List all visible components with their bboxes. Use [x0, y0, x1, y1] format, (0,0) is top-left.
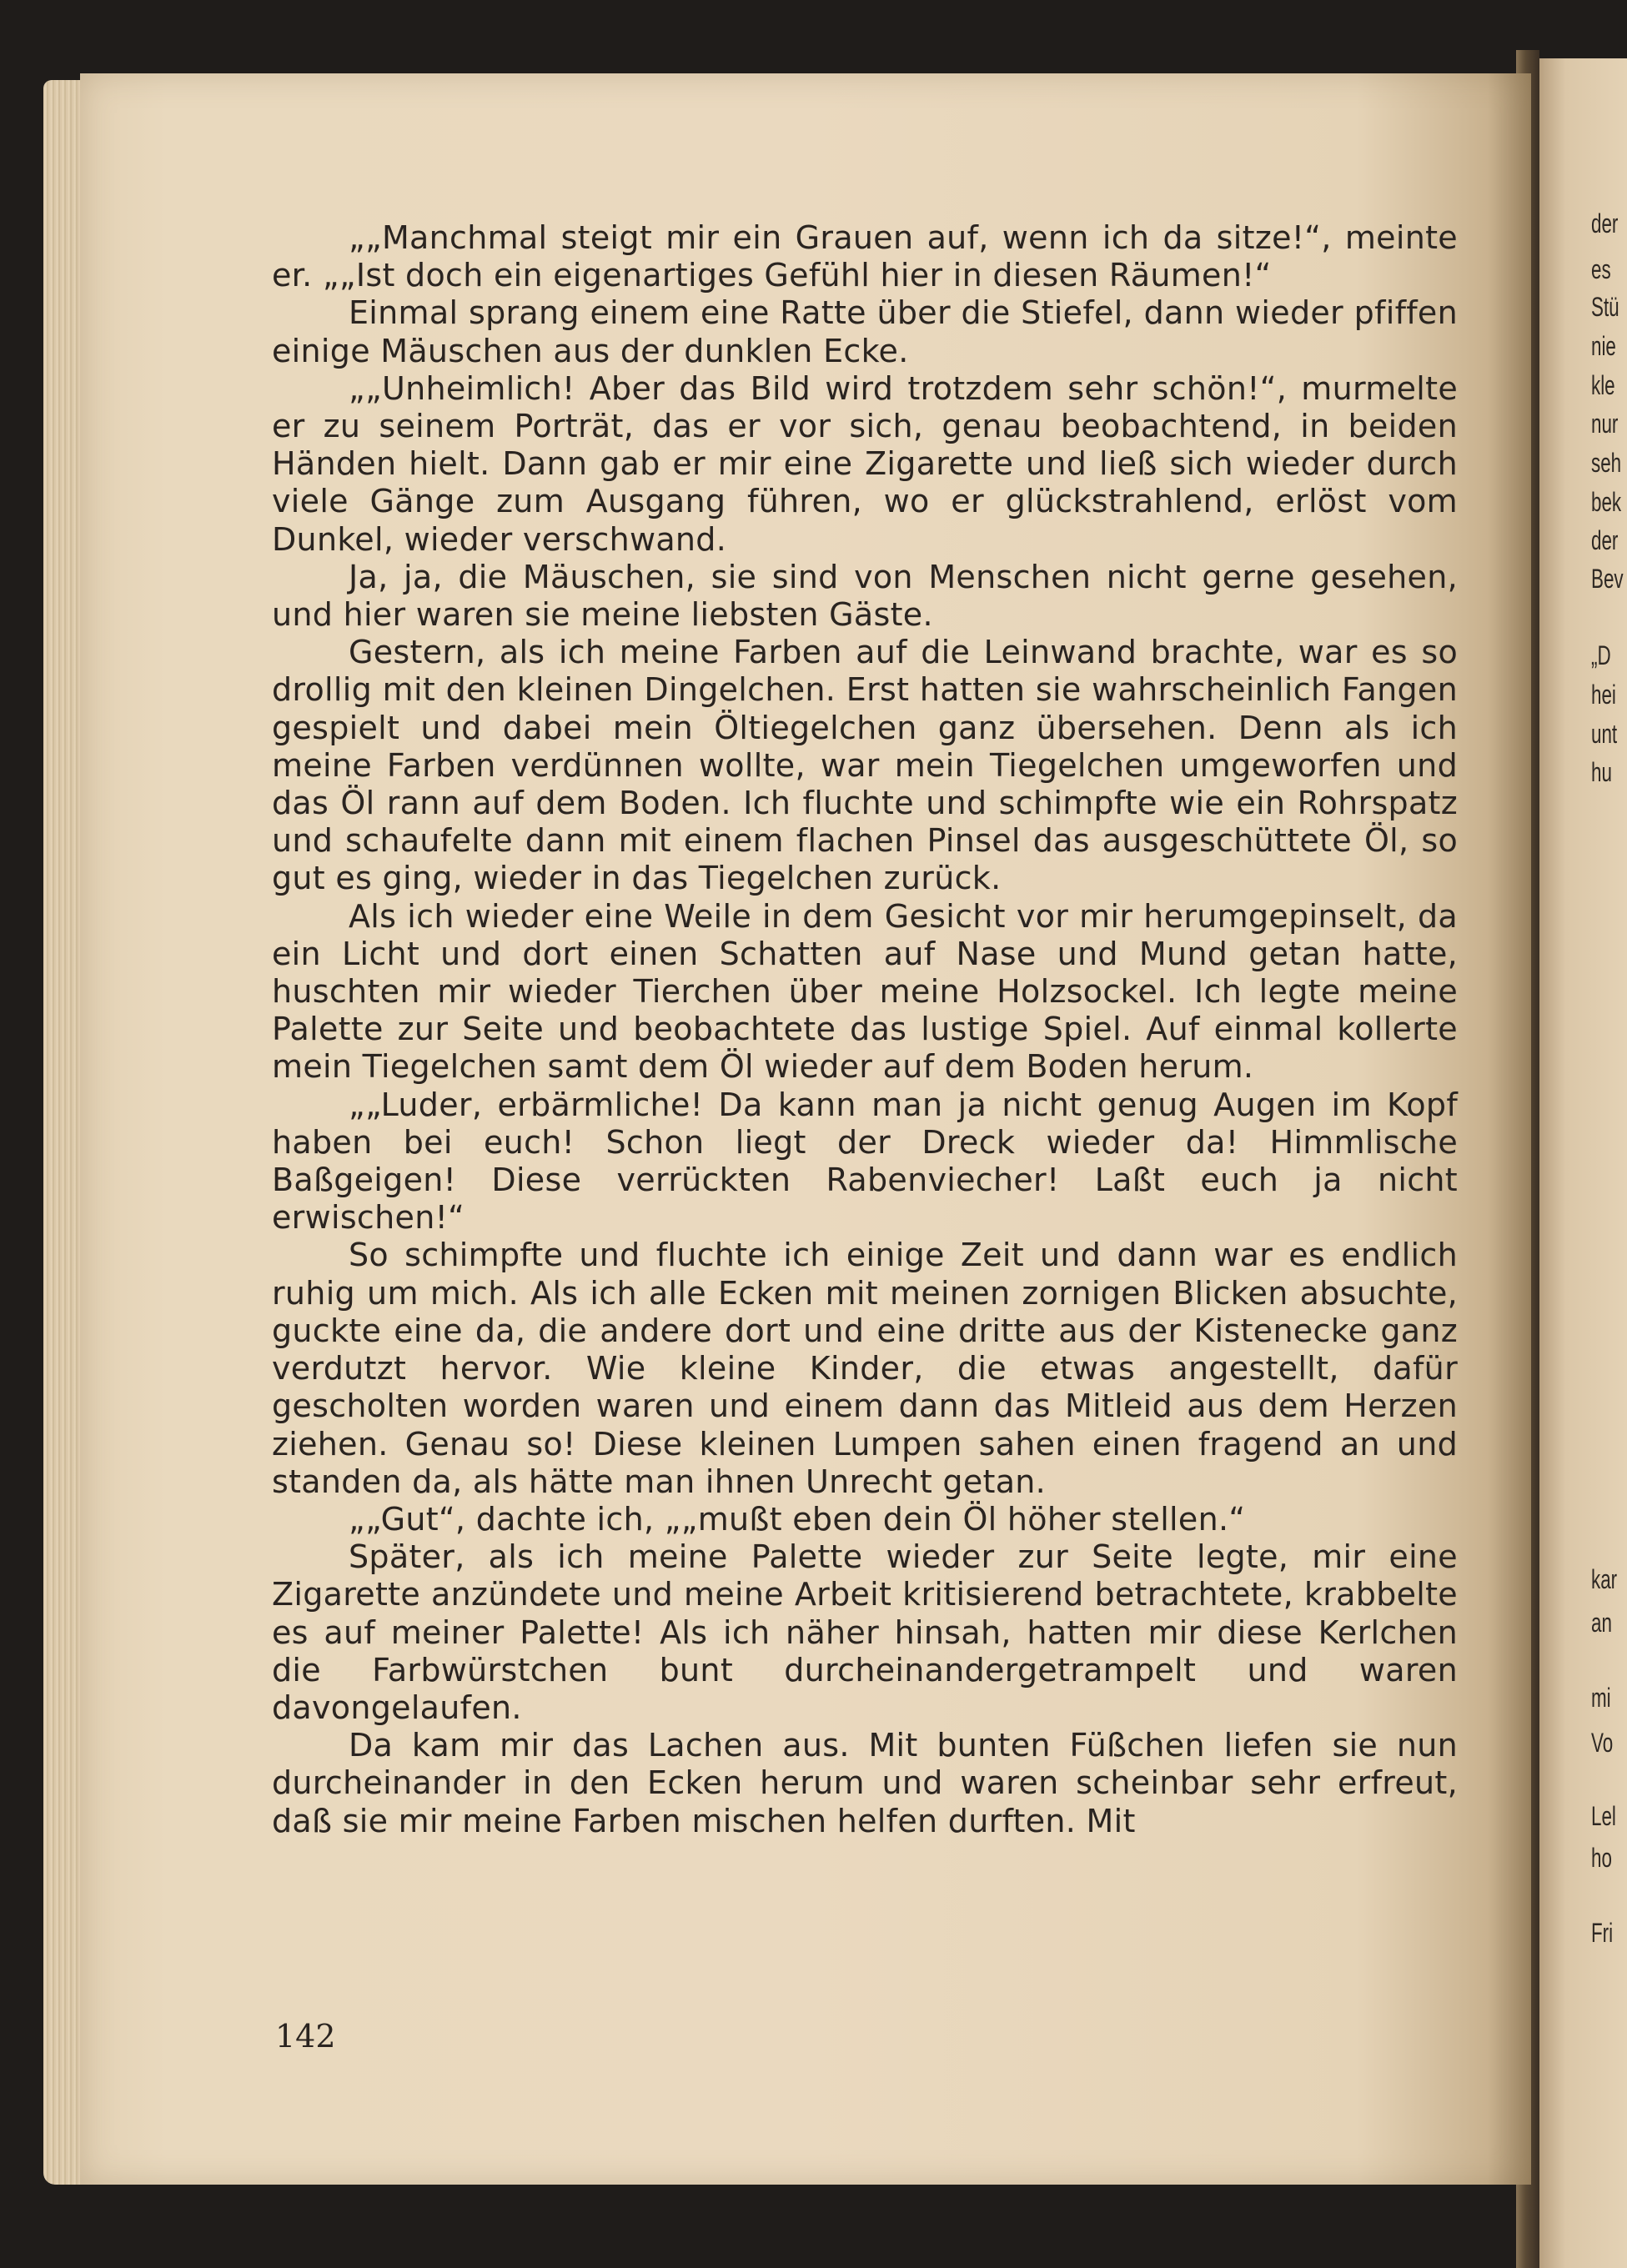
paragraph: Da kam mir das Lachen aus. Mit bunten Füßchen liefen sie nun durcheinander in den Ecken herum und waren scheinbar sehr erfreut, daß sie mir meine Farben mischen helfen durften. Mit: [272, 1727, 1458, 1839]
paragraph: Einmal sprang einem eine Ratte über die Stiefel, dann wieder pfiffen einige Mäuschen aus der dunklen Ecke.: [272, 294, 1458, 369]
page-body-text: [272, 219, 1458, 1840]
paragraph: „„Gut“, dachte ich, „„mußt eben dein Öl höher stellen.“: [349, 1500, 1246, 1538]
facing-page-fragment: es: [1591, 254, 1611, 284]
paragraph: Ja, ja, die Mäuschen, sie sind von Menschen nicht gerne gesehen, und hier waren sie meine liebsten Gäste.: [272, 558, 1458, 634]
facing-page-fragment: hu: [1591, 757, 1612, 787]
facing-page-fragment: Vo: [1591, 1728, 1614, 1758]
paragraph: Später, als ich meine Palette wieder zur Seite legte, mir eine Zigarette anzündete und meine Arbeit kritisierend betrachtete, krabbelte es auf meiner Palette! Als ich näher hinsah, hatten mir diese Kerlchen die Farbwürstchen bunt durcheinandergetrampelt und waren davongelaufen.: [272, 1538, 1458, 1726]
facing-page-fragment: „D: [1591, 640, 1611, 670]
facing-page-fragment: bek: [1591, 487, 1622, 517]
paragraph: „„Luder, erbärmliche! Da kann man ja nicht genug Augen im Kopf haben bei euch! Schon liegt der Dreck wieder da! Himmlische Baßgeigen! Diese verrückten Rabenviecher! Laßt euch ja nicht erwischen!“: [272, 1086, 1458, 1237]
facing-page-fragment: der: [1591, 525, 1619, 555]
page-number: 142: [275, 2018, 336, 2055]
paragraph: „„Unheimlich! Aber das Bild wird trotzdem sehr schön!“, murmelte er zu seinem Porträt, das er vor sich, genau beobachtend, in beiden Händen hielt. Dann gab er mir eine Zigarette und ließ sich wieder durch viele Gänge zum Ausgang führen, wo er glückstrahlend, erlöst vom Dunkel, wieder verschwand.: [272, 369, 1458, 558]
facing-page-fragment: Stü: [1591, 292, 1619, 322]
paragraph: So schimpfte und fluchte ich einige Zeit und dann war es endlich ruhig um mich. Als ich alle Ecken mit meinen zornigen Blicken absuchte, guckte eine da, die andere dort und eine dritte aus der Kistenecke ganz verdutzt hervor. Wie kleine Kinder, die etwas angestellt, dafür gescholten worden waren und einem dann das Mitleid aus dem Herzen ziehen. Genau so! Diese kleinen Lumpen sahen einen fragend an und standen da, als hätte man ihnen Unrecht getan.: [272, 1237, 1458, 1500]
paragraph: Gestern, als ich meine Farben auf die Leinwand brachte, war es so drollig mit den kleinen Dingelchen. Erst hatten sie wahrscheinlich Fangen gespielt und dabei mein Öltiegelchen ganz übersehen. Denn als ich meine Farben verdünnen wollte, war mein Tiegelchen umgeworfen und das Öl rann auf dem Boden. Ich fluchte und schimpfte wie ein Rohrspatz und schaufelte dann mit einem flachen Pinsel das ausgeschüttete Öl, so gut es ging, wieder in das Tiegelchen zurück.: [272, 634, 1458, 897]
facing-page-fragment: hei: [1591, 680, 1616, 710]
facing-page-fragment: Bev: [1591, 564, 1624, 594]
paragraph: „„Manchmal steigt mir ein Grauen auf, wenn ich da sitze!“, meinte er. „„Ist doch ein eigenartiges Gefühl hier in diesen Räumen!“: [272, 219, 1458, 294]
facing-page-fragment: mi: [1591, 1683, 1611, 1713]
facing-page-fragment: Lel: [1591, 1801, 1616, 1831]
facing-page-fragment: ho: [1591, 1843, 1612, 1873]
facing-page-fragment: an: [1591, 1608, 1612, 1638]
facing-page-fragment: nur: [1591, 409, 1619, 439]
facing-page-fragment: kle: [1591, 370, 1615, 400]
facing-page-fragment: seh: [1591, 448, 1622, 478]
facing-page-fragment: der: [1591, 208, 1619, 238]
facing-page-fragment: Fri: [1591, 1918, 1614, 1948]
facing-page-fragment: kar: [1591, 1564, 1618, 1594]
facing-page-fragment: nie: [1591, 331, 1616, 361]
paragraph: Als ich wieder eine Weile in dem Gesicht vor mir herumgepinselt, da ein Licht und dort einen Schatten auf Nase und Mund getan hatte, huschten mir wieder Tierchen über meine Holzsockel. Ich legte meine Palette zur Seite und beobachtete das lustige Spiel. Auf einmal kollerte mein Tiegelchen samt dem Öl wieder auf dem Boden herum.: [272, 897, 1458, 1086]
facing-page-fragment: unt: [1591, 719, 1618, 749]
